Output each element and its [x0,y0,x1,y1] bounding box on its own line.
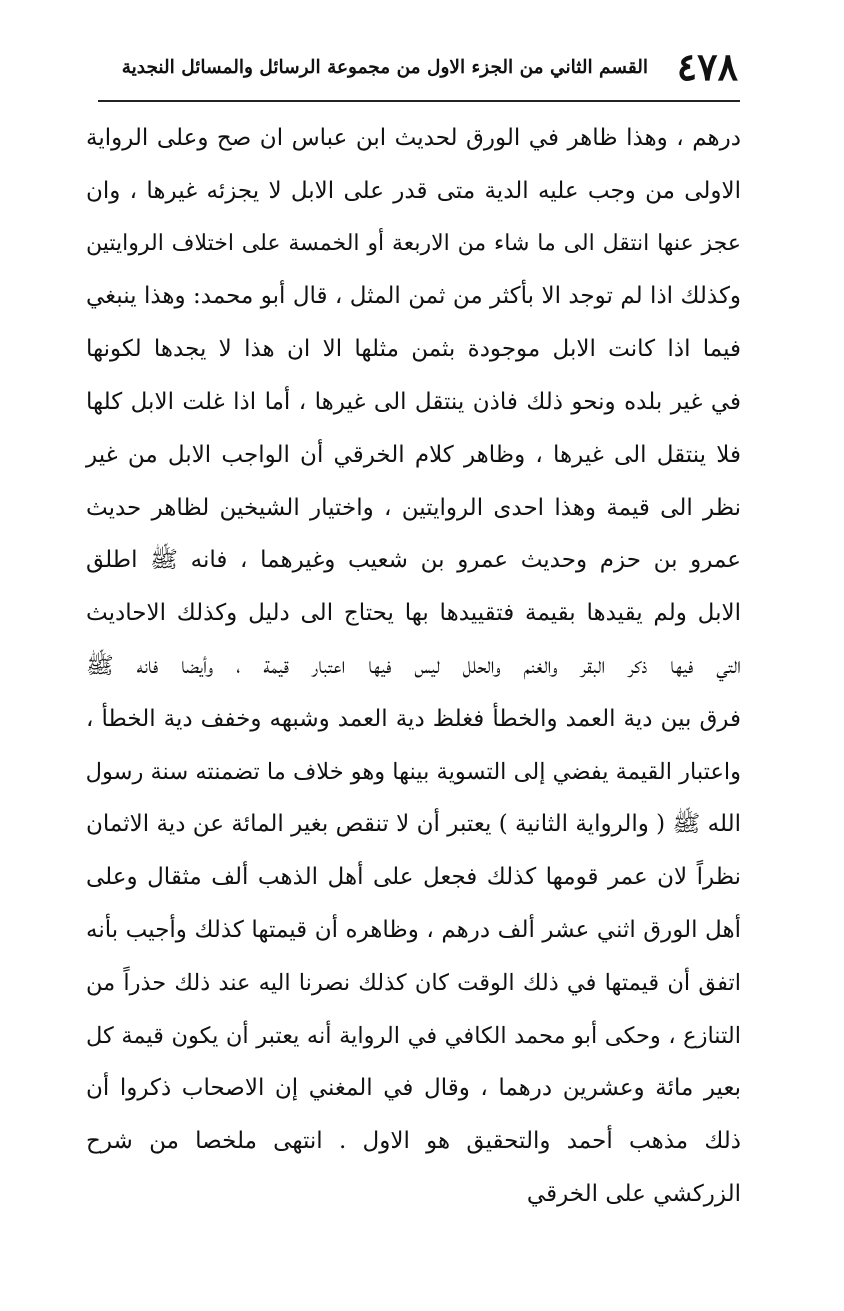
text-line: الابل ولم يقيدها بقيمة فتقييدها بها يحتاج الى دليل وكذلك الاحاديث [86,600,741,627]
text-line: الله ﷺ ( والرواية الثانية ) يعتبر أن لا تنقص بغير المائة عن دية الاثمان [86,811,741,838]
text-line: الزركشي على الخرقي [526,1180,741,1207]
page-number: ٤٧٨ [676,44,738,89]
text-line: وكذلك اذا لم توجد الا بأكثر من ثمن المثل ، قال أبو محمد: وهذا ينبغي [86,283,741,310]
page-header [98,44,738,94]
text-line: أهل الورق اثني عشر ألف درهم ، وظاهره أن قيمتها كذلك وأجيب بأنه [86,916,741,943]
text-line: اتفق أن قيمتها في ذلك الوقت كان كذلك نصرنا اليه عند ذلك حذراً من [86,969,741,996]
text-line: التنازع ، وحكى أبو محمد الكافي في الرواية أنه يعتبر أن يكون قيمة كل [86,1022,741,1049]
text-line: التي فيها ذكر البقر والغنم والحلل ليس فيها اعتبار قيمة ، وأيضا فانه ﷺ [86,652,741,679]
text-line: في غير بلده ونحو ذلك فاذن ينتقل الى غيرها ، أما اذا غلت الابل كلها [86,388,741,415]
text-line: الاولى من وجب عليه الدية متى قدر على الابل لا يجزئه غيرها ، وان [86,177,741,204]
body-text [86,112,741,1221]
text-line: فيما اذا كانت الابل موجودة بثمن مثلها الا ان هذا لا يجدها لكونها [86,336,741,363]
text-line: عجز عنها انتقل الى ما شاء من الاربعة أو الخمسة على اختلاف الروايتين [86,230,741,256]
header-divider [98,100,740,102]
text-line: درهم ، وهذا ظاهر في الورق لحديث ابن عباس ان صح وعلى الرواية [86,125,741,151]
text-line: نظر الى قيمة وهذا احدى الروايتين ، واختيار الشيخين لظاهر حديث [86,494,741,521]
text-line: واعتبار القيمة يفضي إلى التسوية بينها وهو خلاف ما تضمنته سنة رسول [85,758,741,785]
text-line: فرق بين دية العمد والخطأ فغلظ دية العمد وشبهه وخفف دية الخطأ ، [86,705,741,732]
text-line: نظراً لان عمر قومها كذلك فجعل على أهل الذهب ألف مثقال وعلى [86,864,741,891]
running-title: القسم الثاني من الجزء الاول من مجموعة الرسائل والمسائل النجدية [121,57,648,78]
text-line: ذلك مذهب أحمد والتحقيق هو الاول . انتهى ملخصا من شرح [86,1128,741,1155]
text-line: بعير مائة وعشرين درهما ، وقال في المغني إن الاصحاب ذكروا أن [86,1075,741,1102]
text-line: عمرو بن حزم وحديث عمرو بن شعيب وغيرهما ، فانه ﷺ اطلق [86,547,741,574]
text-line: فلا ينتقل الى غيرها ، وظاهر كلام الخرقي أن الواجب الابل من غير [86,441,741,468]
